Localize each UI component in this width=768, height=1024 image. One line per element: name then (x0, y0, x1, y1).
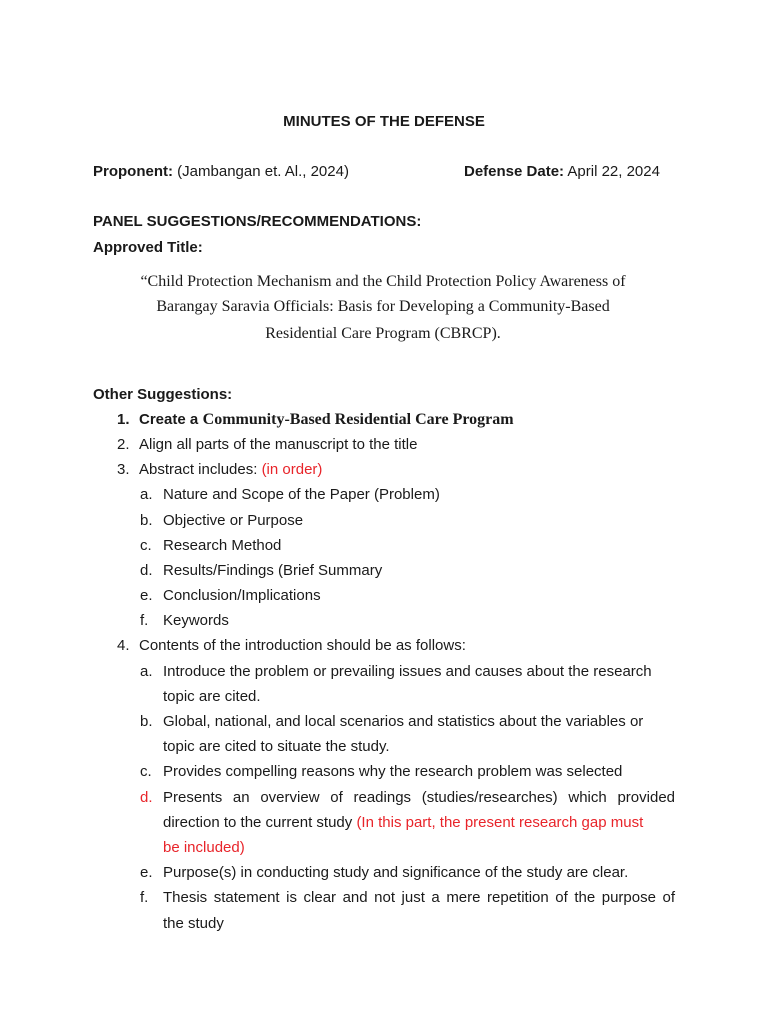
sub-letter: c. (140, 763, 152, 780)
sub-item-line: topic are cited to situate the study. (163, 738, 390, 755)
sub-item-line (163, 815, 643, 830)
approved-title-heading: Approved Title: (93, 239, 203, 256)
list-item (139, 411, 514, 429)
sub-item-line: topic are cited. (163, 688, 261, 705)
other-suggestions-heading: Other Suggestions: (93, 386, 233, 403)
sub-item: Objective or Purpose (163, 512, 304, 529)
sub-item: Research Method (163, 537, 282, 554)
defense-date-row (464, 164, 660, 179)
item-text: Create a (139, 411, 199, 428)
approved-title-line-2: Barangay Saravia Officials: Basis for Developing a Community-Based (156, 298, 610, 315)
item-bold-text: Community-Based Residential Care Program (202, 411, 514, 428)
approved-title-line-1: “Child Protection Mechanism and the Child Protection Policy Awareness of (140, 273, 626, 290)
sub-item-text: direction to the current study (163, 814, 353, 831)
sub-letter: a. (140, 486, 153, 503)
sub-letter: b. (140, 713, 153, 730)
proponent-value: (Jambangan et. Al., 2024) (177, 163, 349, 180)
list-item: Align all parts of the manuscript to the title (139, 436, 418, 453)
sub-item: Conclusion/Implications (163, 587, 321, 604)
sub-letter: e. (140, 864, 153, 881)
sub-letter: e. (140, 587, 153, 604)
list-number: 1. (117, 411, 130, 428)
sub-item-line: Provides compelling reasons why the research problem was selected (163, 763, 623, 780)
sub-item: Results/Findings (Brief Summary (163, 562, 383, 579)
item-text: Abstract includes: (139, 461, 258, 478)
item-note: (in order) (261, 461, 323, 478)
sub-item-note: (In this part, the present research gap must (356, 814, 644, 831)
sub-item-line: the study (163, 915, 224, 932)
sub-letter: c. (140, 537, 152, 554)
document-title: MINUTES OF THE DEFENSE (283, 113, 485, 130)
approved-title-line-3: Residential Care Program (CBRCP). (265, 325, 501, 342)
sub-item-line: Presents an overview of readings (studies/researches) which provided (163, 789, 675, 806)
sub-letter: d. (140, 789, 153, 806)
defense-date-value: April 22, 2024 (567, 163, 660, 180)
sub-item: Keywords (163, 612, 229, 629)
sub-item: Nature and Scope of the Paper (Problem) (163, 486, 440, 503)
sub-item-line: Global, national, and local scenarios and statistics about the variables or (163, 713, 644, 730)
list-item (139, 462, 322, 477)
sub-letter: d. (140, 562, 153, 579)
list-number: 2. (117, 436, 130, 453)
sub-letter: a. (140, 663, 153, 680)
sub-letter: b. (140, 512, 153, 529)
sub-item-line: Thesis statement is clear and not just a mere repetition of the purpose of (163, 889, 675, 906)
defense-date-label: Defense Date: (464, 163, 565, 180)
list-item: Contents of the introduction should be as follows: (139, 637, 466, 654)
sub-letter: f. (140, 612, 149, 629)
proponent-row (93, 164, 349, 179)
proponent-label: Proponent: (93, 163, 173, 180)
sub-item-line: Introduce the problem or prevailing issues and causes about the research (163, 663, 652, 680)
sub-item-line: Purpose(s) in conducting study and significance of the study are clear. (163, 864, 629, 881)
list-number: 3. (117, 461, 130, 478)
sub-letter: f. (140, 889, 149, 906)
panel-heading: PANEL SUGGESTIONS/RECOMMENDATIONS: (93, 213, 422, 230)
list-number: 4. (117, 637, 130, 654)
sub-item-note: be included) (163, 839, 245, 856)
